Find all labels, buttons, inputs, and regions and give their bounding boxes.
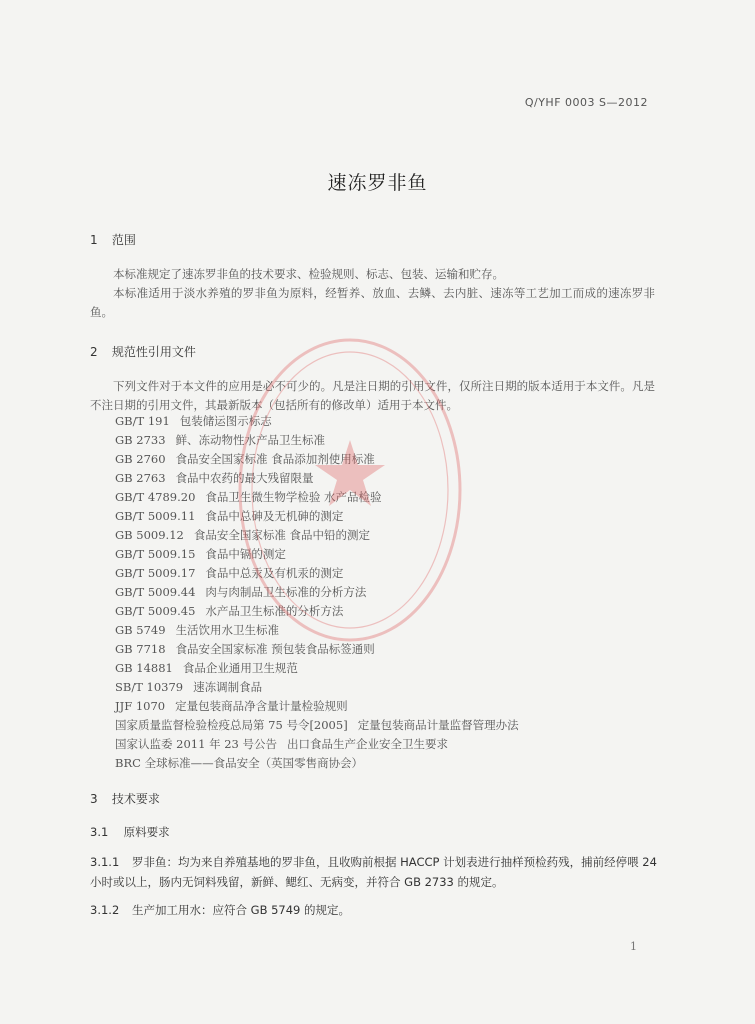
page-number: 1 [630,940,637,953]
reference-item: GB 7718 食品安全国家标准 预包装食品标签通则 [115,642,375,656]
reference-item: 国家认监委 2011 年 23 号公告 出口食品生产企业安全卫生要求 [115,737,449,751]
scope-paragraph-1: 本标准规定了速冻罗非鱼的技术要求、检验规则、标志、包装、运输和贮存。 [113,267,504,281]
reference-item: GB 14881 食品企业通用卫生规范 [115,661,298,675]
reference-item: GB 5009.12 食品安全国家标准 食品中铅的测定 [115,528,371,542]
document-title: 速冻罗非鱼 [327,172,428,194]
reference-item: BRC 全球标准——食品安全（英国零售商协会） [115,756,364,770]
reference-item: JJF 1070 定量包装商品净含量计量检验规则 [115,699,348,713]
section-title: 规范性引用文件 [111,345,196,359]
subsection-heading-raw-materials [90,822,660,842]
normative-intro: 下列文件对于本文件的应用是必不可少的。凡是注日期的引用文件，仅所注日期的版本适用于本文件。凡是不注日期的引用文件，其最新版本（包括所有的修改单）适用于本文件。 [90,379,655,412]
reference-item: GB 2760 食品安全国家标准 食品添加剂使用标准 [115,452,375,466]
clause-3-1-2 [90,900,660,920]
section-heading-scope [90,231,136,248]
reference-item: GB/T 5009.17 食品中总汞及有机汞的测定 [115,566,344,580]
reference-item: 国家质量监督检验检疫总局第 75 号令[2005] 定量包装商品计量监督管理办法 [115,718,519,732]
reference-item: GB/T 5009.45 水产品卫生标准的分析方法 [115,604,344,618]
section-heading-technical [90,790,160,807]
reference-item: GB 5749 生活饮用水卫生标准 [115,623,280,637]
reference-item: GB/T 5009.15 食品中镉的测定 [115,547,286,561]
clause-3-1-1 [90,852,660,892]
scope-paragraph-2: 本标准适用于淡水养殖的罗非鱼为原料，经暂养、放血、去鳞、去内脏、速冻等工艺加工而成的速冻罗非鱼。 [90,286,655,319]
subsection-title: 原料要求 [123,825,170,839]
section-number: 3 [90,792,98,806]
reference-item: GB/T 5009.11 食品中总砷及无机砷的测定 [115,509,344,523]
clause-text: 生产加工用水：应符合 GB 5749 的规定。 [132,903,351,917]
reference-item: GB/T 191 包装储运图示标志 [115,414,272,428]
reference-list [115,412,519,773]
reference-item: GB/T 5009.44 肉与肉制品卫生标准的分析方法 [115,585,367,599]
standard-code: Q/YHF 0003 S—2012 [524,96,648,109]
section-title: 技术要求 [111,792,160,806]
section-title: 范围 [111,233,136,247]
clause-number: 3.1.1 [90,855,120,869]
clause-number: 3.1.2 [90,903,120,917]
section-number: 1 [90,233,98,247]
reference-item: SB/T 10379 速冻调制食品 [115,680,263,694]
subsection-number: 3.1 [90,825,109,839]
section-number: 2 [90,345,98,359]
reference-item: GB/T 4789.20 食品卫生微生物学检验 水产品检验 [115,490,382,504]
reference-item: GB 2733 鲜、冻动物性水产品卫生标准 [115,433,326,447]
section-heading-normative [90,343,196,360]
reference-item: GB 2763 食品中农药的最大残留限量 [115,471,314,485]
clause-text: 罗非鱼：均为来自养殖基地的罗非鱼，且收购前根据 HACCP 计划表进行抽样预检药残，捕前经停喂 24 小时或以上，肠内无饲料残留，新鲜、鳃红、无病变，并符合 GB 2733 的规定。 [90,855,657,889]
